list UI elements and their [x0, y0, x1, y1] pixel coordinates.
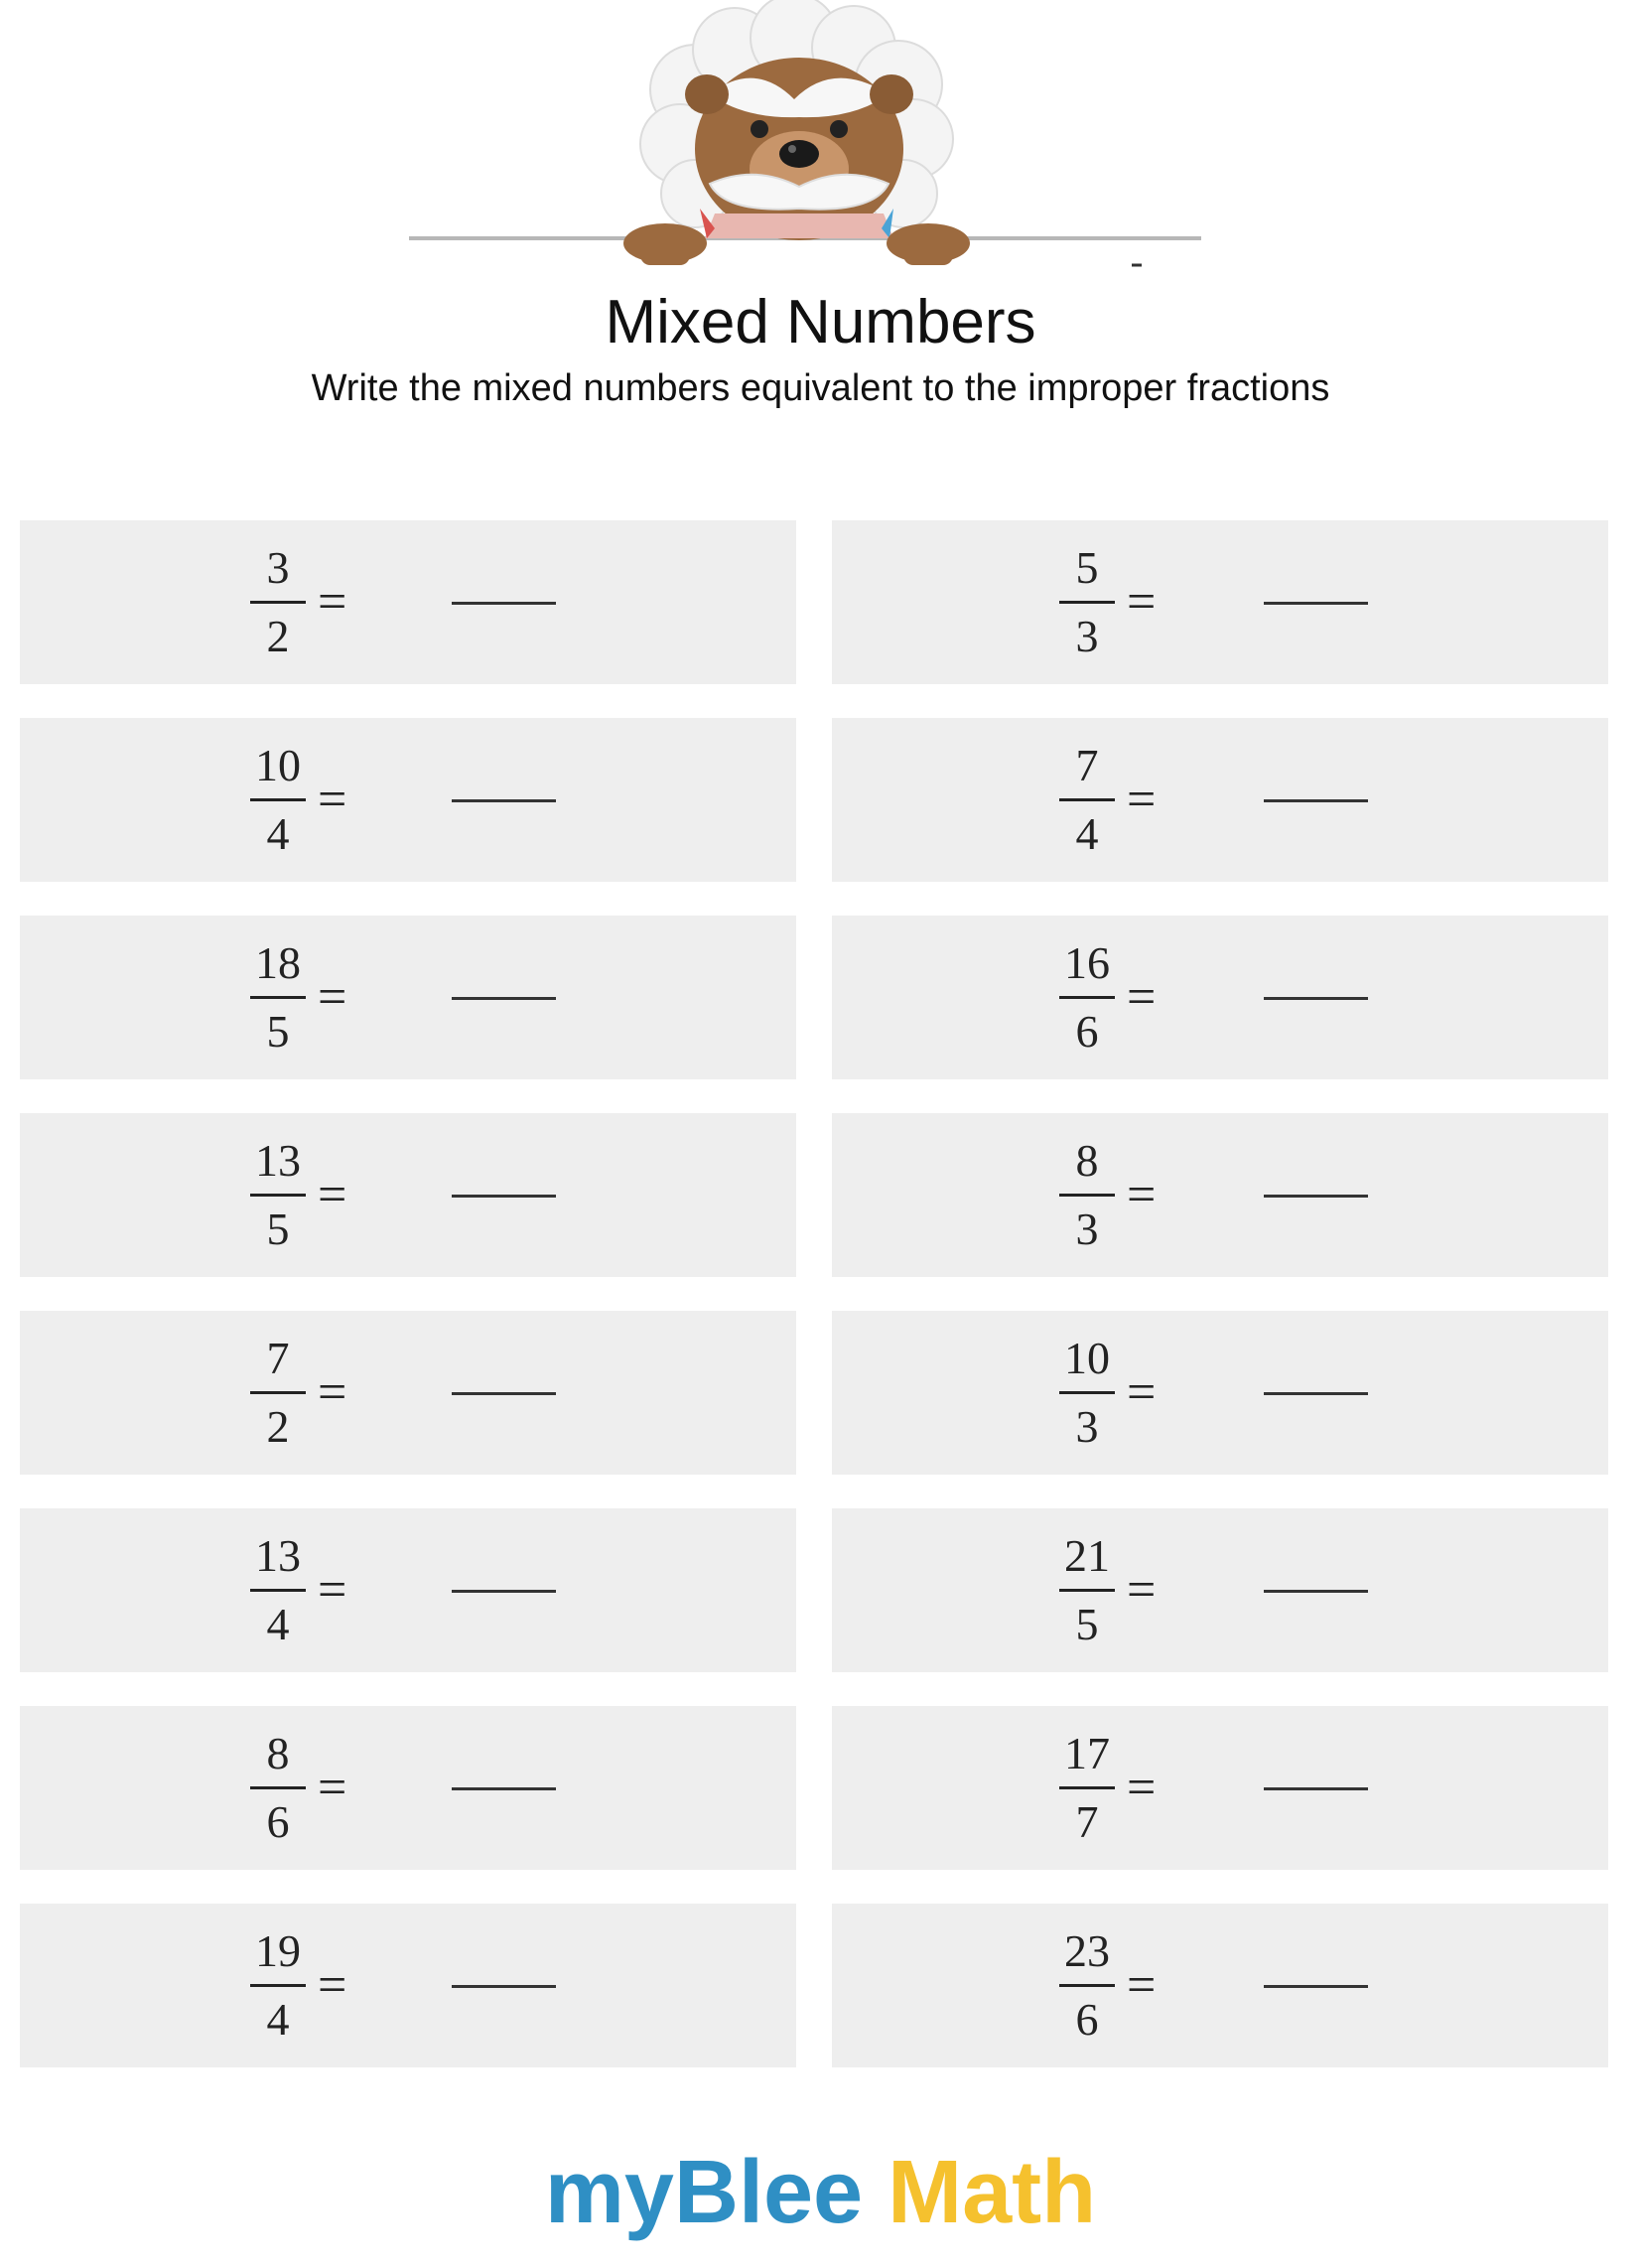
fraction [1047, 929, 1127, 1065]
fraction-bar [250, 1194, 306, 1197]
answer-blank[interactable] [1264, 799, 1368, 802]
numerator: 23 [1064, 1925, 1110, 1976]
fraction-bar [250, 1984, 306, 1987]
numerator: 3 [266, 542, 290, 593]
problem-card [20, 916, 796, 1079]
fraction-bar [250, 1786, 306, 1789]
fraction [238, 732, 318, 868]
numerator: 13 [255, 1530, 301, 1581]
denominator: 2 [266, 1401, 290, 1452]
problems-grid [20, 520, 1608, 2067]
denominator: 5 [266, 1006, 290, 1057]
fraction-bar [250, 601, 306, 604]
answer-blank[interactable] [452, 602, 556, 605]
denominator: 4 [266, 808, 290, 859]
answer-blank[interactable] [1264, 1590, 1368, 1593]
answer-blank[interactable] [452, 1787, 556, 1790]
fraction-bar [1059, 1786, 1115, 1789]
fraction-bar [250, 996, 306, 999]
fraction-bar [1059, 1984, 1115, 1987]
numerator: 7 [1075, 740, 1099, 790]
brand-logo [0, 2143, 1641, 2242]
answer-blank[interactable] [452, 1590, 556, 1593]
equals-sign: = [318, 1957, 347, 2014]
fraction [1047, 1522, 1127, 1658]
fraction [238, 1325, 318, 1461]
equals-sign: = [1127, 574, 1157, 631]
problem-card [20, 1706, 796, 1870]
answer-blank[interactable] [1264, 602, 1368, 605]
problem-card [20, 718, 796, 882]
fraction [238, 1127, 318, 1263]
page-title: Mixed Numbers [605, 288, 1036, 356]
equals-sign: = [318, 1562, 347, 1619]
problem-card [832, 1904, 1608, 2067]
fraction-bar [250, 1589, 306, 1592]
numerator: 17 [1064, 1728, 1110, 1778]
fraction-bar [1059, 1589, 1115, 1592]
problem-card [832, 1508, 1608, 1672]
problem-card [832, 520, 1608, 684]
equals-sign: = [318, 772, 347, 828]
numerator: 10 [255, 740, 301, 790]
fraction-bar [1059, 996, 1115, 999]
fraction [238, 534, 318, 670]
numerator: 10 [1064, 1333, 1110, 1383]
numerator: 8 [266, 1728, 290, 1778]
fraction [1047, 1917, 1127, 2054]
numerator: 16 [1064, 937, 1110, 988]
denominator: 4 [1075, 808, 1099, 859]
logo-part-math: Math [863, 2143, 1097, 2242]
equals-sign: = [1127, 969, 1157, 1026]
equals-sign: = [1127, 1364, 1157, 1421]
fraction-bar [1059, 798, 1115, 801]
denominator: 3 [1075, 611, 1099, 661]
denominator: 6 [1075, 1994, 1099, 2045]
numerator: 13 [255, 1135, 301, 1186]
equals-sign: = [1127, 1957, 1157, 2014]
denominator: 2 [266, 611, 290, 661]
denominator: 5 [266, 1204, 290, 1254]
denominator: 6 [266, 1796, 290, 1847]
answer-blank[interactable] [452, 997, 556, 1000]
denominator: 7 [1075, 1796, 1099, 1847]
answer-blank[interactable] [452, 1392, 556, 1395]
problem-card [20, 520, 796, 684]
mascot-illustration [0, 0, 1641, 288]
numerator: 21 [1064, 1530, 1110, 1581]
problem-card [832, 718, 1608, 882]
equals-sign: = [318, 574, 347, 631]
numerator: 19 [255, 1925, 301, 1976]
problem-card [832, 916, 1608, 1079]
denominator: 4 [266, 1994, 290, 2045]
denominator: 5 [1075, 1599, 1099, 1649]
answer-blank[interactable] [452, 1985, 556, 1988]
fraction-bar [250, 1391, 306, 1394]
denominator: 6 [1075, 1006, 1099, 1057]
page-subtitle: Write the mixed numbers equivalent to the improper fractions [311, 367, 1330, 409]
numerator: 5 [1075, 542, 1099, 593]
numerator: 18 [255, 937, 301, 988]
problem-card [20, 1904, 796, 2067]
problem-card [20, 1113, 796, 1277]
equals-sign: = [318, 1167, 347, 1223]
fraction [238, 929, 318, 1065]
equals-sign: = [1127, 772, 1157, 828]
answer-blank[interactable] [452, 799, 556, 802]
answer-blank[interactable] [1264, 1392, 1368, 1395]
fraction-bar [1059, 1391, 1115, 1394]
fraction [238, 1917, 318, 2054]
equals-sign: = [318, 1364, 347, 1421]
fraction [1047, 1720, 1127, 1856]
fraction [1047, 534, 1127, 670]
answer-blank[interactable] [1264, 1985, 1368, 1988]
answer-blank[interactable] [1264, 997, 1368, 1000]
fraction-bar [1059, 601, 1115, 604]
fraction [238, 1522, 318, 1658]
denominator: 3 [1075, 1401, 1099, 1452]
logo-part-myblee: myBlee [544, 2143, 864, 2242]
denominator: 4 [266, 1599, 290, 1649]
problem-card [832, 1113, 1608, 1277]
equals-sign: = [318, 969, 347, 1026]
equals-sign: = [318, 1760, 347, 1816]
denominator: 3 [1075, 1204, 1099, 1254]
problem-card [20, 1311, 796, 1475]
numerator: 8 [1075, 1135, 1099, 1186]
fraction-bar [1059, 1194, 1115, 1197]
answer-blank[interactable] [1264, 1787, 1368, 1790]
answer-blank[interactable] [452, 1195, 556, 1198]
problem-card [832, 1311, 1608, 1475]
equals-sign: = [1127, 1562, 1157, 1619]
answer-blank[interactable] [1264, 1195, 1368, 1198]
fraction [1047, 1325, 1127, 1461]
equals-sign: = [1127, 1167, 1157, 1223]
fraction-bar [250, 798, 306, 801]
equals-sign: = [1127, 1760, 1157, 1816]
fraction [1047, 1127, 1127, 1263]
numerator: 7 [266, 1333, 290, 1383]
problem-card [20, 1508, 796, 1672]
fraction [1047, 732, 1127, 868]
problem-card [832, 1706, 1608, 1870]
fraction [238, 1720, 318, 1856]
